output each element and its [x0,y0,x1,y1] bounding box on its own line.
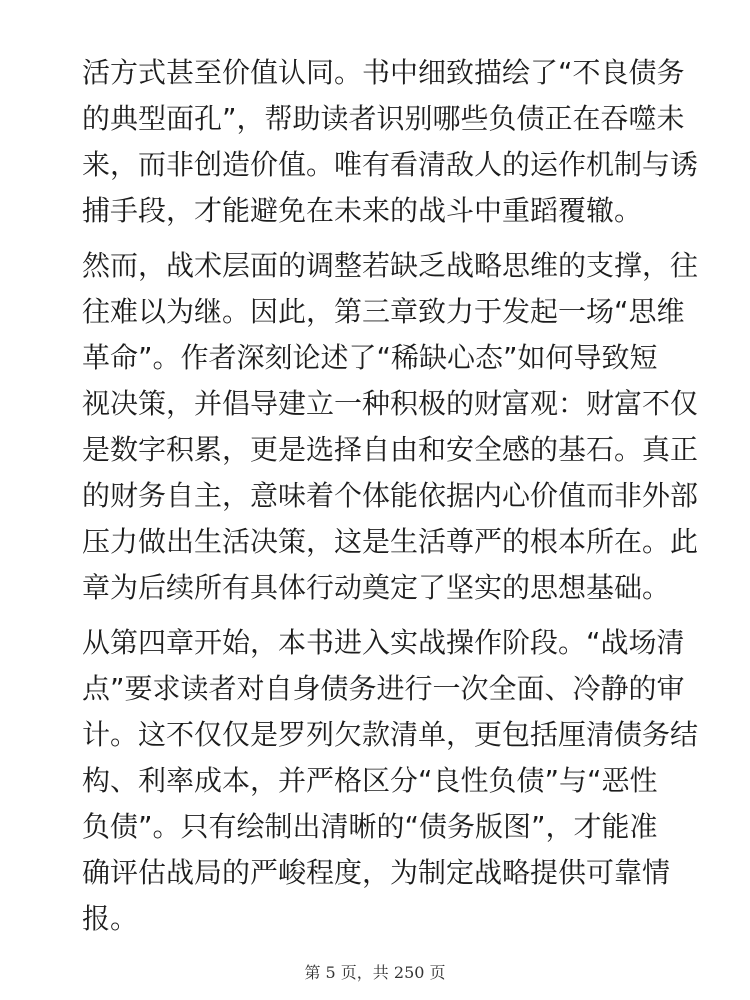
text-line: 革命”。作者深刻论述了“稀缺心态”如何导致短 [82,341,658,374]
text-line: 负债”。只有绘制出清晰的“债务版图”，才能准 [82,810,658,843]
text-line: 压力做出生活决策，这是生活尊严的根本所在。此 [82,525,699,558]
text-line: 往难以为继。因此，第三章致力于发起一场“思维 [82,295,685,328]
text-line: 确评估战局的严峻程度，为制定战略提供可靠情 [82,856,671,889]
text-line: 构、利率成本，并严格区分“良性负债”与“恶性 [82,764,658,797]
text-line: 活方式甚至价值认同。书中细致描绘了“不良债务 [82,56,685,89]
text-line: 视决策，并倡导建立一种积极的财富观：财富不仅 [82,387,699,420]
text-line: 计。这不仅仅是罗列欠款清单，更包括厘清债务结 [82,718,699,751]
page-number-footer: 第 5 页，共 250 页 [304,963,446,982]
text-line: 是数字积累，更是选择自由和安全感的基石。真正 [82,433,699,466]
paragraph-3 [82,620,699,942]
page-body [82,50,699,951]
paragraph-2 [82,243,699,611]
text-line: 的财务自主，意味着个体能依据内心价值而非外部 [82,479,699,512]
text-line: 然而，战术层面的调整若缺乏战略思维的支撑，往 [82,249,699,282]
text-line: 点”要求读者对自身债务进行一次全面、冷静的审 [82,672,685,705]
text-line: 从第四章开始，本书进入实战操作阶段。“战场清 [82,626,685,659]
text-line: 报。 [82,902,139,935]
text-line: 来，而非创造价值。唯有看清敌人的运作机制与诱 [82,148,699,181]
paragraph-1 [82,50,699,234]
text-line: 的典型面孔”，帮助读者识别哪些负债正在吞噬未 [82,102,685,135]
text-line: 章为后续所有具体行动奠定了坚实的思想基础。 [82,571,671,604]
text-line: 捕手段，才能避免在未来的战斗中重蹈覆辙。 [82,194,643,227]
